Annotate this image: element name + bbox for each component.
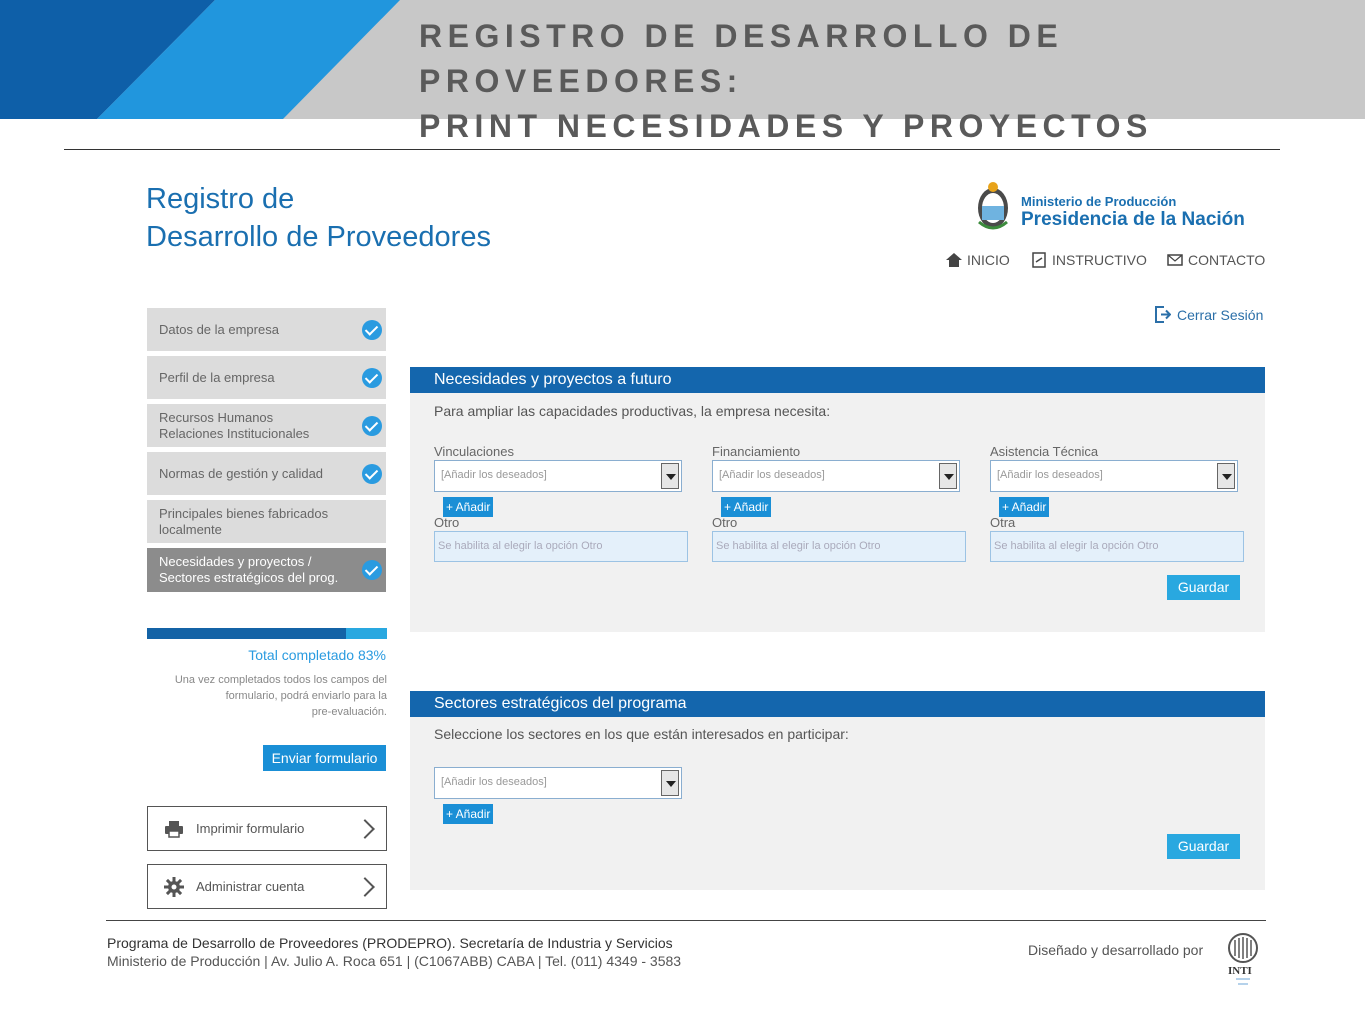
step-label: Normas de gestión y calidad xyxy=(159,465,324,481)
asistencia-tecnica-other-label: Otra xyxy=(990,515,1016,530)
sectors-add-button[interactable]: + Añadir xyxy=(443,804,493,824)
financiamiento-other-input[interactable]: Se habilita al elegir la opción Otro xyxy=(712,531,966,562)
strategic-sectors-title: Sectores estratégicos del programa xyxy=(410,691,1265,717)
step-datos-empresa[interactable] xyxy=(147,308,386,351)
financiamiento-add-button[interactable]: + Añadir xyxy=(721,497,771,517)
save-sectors-button[interactable]: Guardar xyxy=(1167,834,1240,859)
step-label-line2: Relaciones Institucionales xyxy=(159,425,310,441)
slide-title xyxy=(419,14,1365,149)
envelope-icon xyxy=(1167,254,1183,266)
app-title-line2: Desarrollo de Proveedores xyxy=(146,221,491,253)
asistencia-tecnica-other-input[interactable]: Se habilita al elegir la opción Otro xyxy=(990,531,1244,562)
vinculaciones-other-input[interactable]: Se habilita al elegir la opción Otro xyxy=(434,531,688,562)
dropdown-arrow-icon[interactable] xyxy=(939,463,957,489)
dropdown-arrow-icon[interactable] xyxy=(661,463,679,489)
note-line3: pre-evaluación. xyxy=(311,706,387,718)
slide-title-line2: PRINT NECESIDADES Y PROYECTOS xyxy=(419,108,1153,144)
nav-contacto[interactable] xyxy=(1167,250,1265,270)
footer-address: Ministerio de Producción | Av. Julio A. Roca 651 | (C1067ABB) CABA | Tel. (011) 4349 - 3583 xyxy=(107,953,682,969)
sectors-select[interactable] xyxy=(434,767,682,799)
app-title-line1: Registro de xyxy=(146,183,295,215)
step-normas-calidad[interactable] xyxy=(147,452,386,495)
gear-icon xyxy=(164,877,184,897)
step-label-line2: localmente xyxy=(159,521,222,537)
step-label: Principales bienes fabricados xyxy=(159,505,329,521)
nav-instructivo-label: INSTRUCTIVO xyxy=(1052,252,1147,268)
check-icon xyxy=(362,416,382,436)
select-placeholder: [Añadir los deseados] xyxy=(997,469,1103,481)
logout-label: Cerrar Sesión xyxy=(1177,306,1264,323)
presidency-name: Presidencia de la Nación xyxy=(1021,209,1245,230)
financiamiento-other-label: Otro xyxy=(712,515,738,530)
home-icon xyxy=(946,253,962,267)
dropdown-arrow-icon[interactable] xyxy=(1217,463,1235,489)
footer-program: Programa de Desarrollo de Proveedores (PRODEPRO). Secretaría de Industria y Servicios xyxy=(107,935,673,951)
coat-of-arms-icon xyxy=(975,178,1013,234)
print-form-button[interactable] xyxy=(147,806,387,851)
vinculaciones-other-label: Otro xyxy=(434,515,460,530)
needs-projects-lead: Para ampliar las capacidades productivas, la empresa necesita: xyxy=(434,403,831,419)
nav-inicio-label: INICIO xyxy=(967,252,1010,268)
select-placeholder: [Añadir los deseados] xyxy=(441,469,547,481)
vinculaciones-select[interactable] xyxy=(434,460,682,492)
progress-bar xyxy=(147,628,387,639)
chevron-right-icon xyxy=(355,877,375,897)
slide-title-line1: REGISTRO DE DESARROLLO DE PROVEEDORES: xyxy=(419,18,1064,99)
logout-link[interactable] xyxy=(1155,306,1263,323)
asistencia-tecnica-add-button[interactable]: + Añadir xyxy=(999,497,1049,517)
step-recursos-humanos[interactable] xyxy=(147,404,386,447)
step-label: Perfil de la empresa xyxy=(159,369,275,385)
strategic-sectors-lead: Seleccione los sectores en los que están interesados en participar: xyxy=(434,726,849,742)
inti-logo-icon xyxy=(1226,932,1260,992)
total-completed: Total completado 83% xyxy=(248,647,386,663)
needs-projects-title: Necesidades y proyectos a futuro xyxy=(410,367,1265,393)
inti-label: INTI xyxy=(1228,965,1252,977)
logout-icon xyxy=(1155,306,1171,323)
chevron-right-icon xyxy=(355,819,375,839)
step-label-line2: Sectores estratégicos del prog. xyxy=(159,570,339,585)
note-line2: formulario, podrá enviarlo para la xyxy=(225,690,387,702)
step-bienes-fabricados[interactable] xyxy=(147,500,386,543)
app-title xyxy=(146,180,491,256)
nav-contacto-label: CONTACTO xyxy=(1188,252,1266,268)
financiamiento-select[interactable] xyxy=(712,460,960,492)
ministry-logo xyxy=(975,178,1275,238)
check-icon xyxy=(362,560,382,580)
dropdown-arrow-icon[interactable] xyxy=(661,770,679,796)
step-label: Necesidades y proyectos / xyxy=(159,554,312,569)
save-needs-button[interactable]: Guardar xyxy=(1167,575,1240,600)
send-form-button[interactable]: Enviar formulario xyxy=(263,745,386,771)
footer-designed-by: Diseñado y desarrollado por xyxy=(1028,942,1204,958)
printer-icon xyxy=(164,820,184,838)
progress-fill xyxy=(147,628,346,639)
nav-instructivo[interactable] xyxy=(1032,250,1147,270)
completion-note xyxy=(147,672,387,720)
step-necesidades-proyectos[interactable] xyxy=(147,548,386,592)
document-icon xyxy=(1032,252,1047,268)
check-icon xyxy=(362,368,382,388)
check-icon xyxy=(362,320,382,340)
step-label: Datos de la empresa xyxy=(159,321,279,337)
step-perfil-empresa[interactable] xyxy=(147,356,386,399)
ministry-name: Ministerio de Producción xyxy=(1021,194,1177,209)
asistencia-tecnica-select[interactable] xyxy=(990,460,1238,492)
vinculaciones-label: Vinculaciones xyxy=(434,444,514,459)
manage-account-button[interactable] xyxy=(147,864,387,909)
step-label: Recursos Humanos xyxy=(159,409,274,425)
banner-stripes xyxy=(0,0,420,119)
select-placeholder: [Añadir los deseados] xyxy=(719,469,825,481)
vinculaciones-add-button[interactable]: + Añadir xyxy=(443,497,493,517)
asistencia-tecnica-label: Asistencia Técnica xyxy=(990,444,1099,459)
needs-projects-panel xyxy=(410,367,1265,632)
print-form-label: Imprimir formulario xyxy=(196,821,305,836)
footer-divider xyxy=(106,920,1266,921)
slide-banner xyxy=(0,0,1365,144)
strategic-sectors-panel xyxy=(410,691,1265,890)
manage-account-label: Administrar cuenta xyxy=(196,879,305,894)
top-divider xyxy=(64,149,1280,150)
select-placeholder: [Añadir los deseados] xyxy=(441,776,547,788)
nav-inicio[interactable] xyxy=(946,250,1010,270)
inti-logo xyxy=(1226,932,1260,992)
check-icon xyxy=(362,464,382,484)
note-line1: Una vez completados todos los campos del xyxy=(174,674,387,686)
financiamiento-label: Financiamiento xyxy=(712,444,801,459)
